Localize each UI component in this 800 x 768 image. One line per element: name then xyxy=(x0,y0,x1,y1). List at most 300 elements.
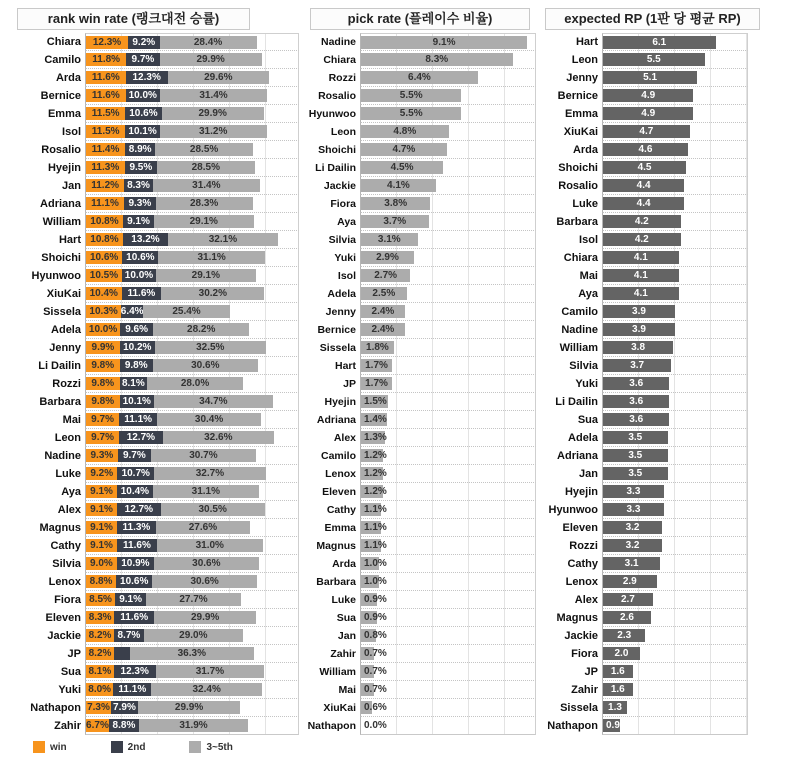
win-bar-segment xyxy=(86,323,120,336)
rp-bar xyxy=(603,629,645,642)
second-bar-segment xyxy=(117,521,156,534)
pick-rate-bar xyxy=(361,251,414,264)
value-label: 10.5% xyxy=(89,270,119,281)
value-label: 4.6 xyxy=(638,144,653,155)
bar-track xyxy=(360,33,536,51)
category-label: Shoichi xyxy=(41,252,81,264)
value-label: 5.5% xyxy=(399,108,423,119)
bar-track xyxy=(360,429,536,447)
bar-track xyxy=(85,105,299,123)
category-label: Shoichi xyxy=(558,162,598,174)
value-label: 27.7% xyxy=(179,594,208,605)
bar-row xyxy=(303,393,538,411)
bar-row xyxy=(303,609,538,627)
category-label: Nadine xyxy=(561,324,598,336)
value-label: 5.5% xyxy=(399,90,423,101)
value-label: 4.7 xyxy=(639,126,654,137)
bar-row xyxy=(538,627,800,645)
second-bar-segment xyxy=(122,251,158,264)
stacked-bar xyxy=(86,449,298,462)
value-label: 11.5% xyxy=(91,126,120,137)
win-bar-segment xyxy=(86,431,119,444)
pick-rate-bar xyxy=(361,575,387,588)
bar-track xyxy=(360,645,536,663)
win-bar-segment xyxy=(86,305,121,318)
bar-row xyxy=(303,105,538,123)
value-label: 9.2% xyxy=(132,37,156,48)
category-label: Adela xyxy=(327,288,356,300)
stacked-bar xyxy=(86,593,298,606)
category-label: Eleven xyxy=(45,612,81,624)
value-label: 12.3% xyxy=(120,666,149,677)
bar-row xyxy=(0,69,303,87)
bar-track xyxy=(85,357,299,375)
rp-bar xyxy=(603,539,662,552)
panel-title-pick-rate: pick rate (플레이수 비율) xyxy=(310,8,530,30)
category-label: William xyxy=(559,342,598,354)
bar-row xyxy=(0,141,303,159)
pick-rate-plot xyxy=(303,33,538,735)
category-label: Bernice xyxy=(557,90,598,102)
bar-row xyxy=(538,681,800,699)
value-label: 34.7% xyxy=(199,396,228,407)
category-label: Chiara xyxy=(46,36,81,48)
stacked-bar xyxy=(86,521,298,534)
bar-row xyxy=(303,177,538,195)
bar-row xyxy=(0,177,303,195)
second-bar-segment xyxy=(121,305,143,318)
win-bar-segment xyxy=(86,413,119,426)
rp-bar xyxy=(603,701,627,714)
top3-5-bar-segment xyxy=(156,269,256,282)
bar-track xyxy=(85,69,299,87)
second-bar-segment xyxy=(120,323,153,336)
bar-row xyxy=(303,429,538,447)
category-label: Fiora xyxy=(330,198,356,210)
value-label: 12.3% xyxy=(132,72,161,83)
value-label: 8.8% xyxy=(89,576,113,587)
value-label: 32.7% xyxy=(195,468,225,479)
second-bar-segment xyxy=(123,215,154,228)
value-label: 0.7% xyxy=(364,666,387,677)
bar-track xyxy=(85,573,299,591)
panel-title-expected-rp: expected RP (1판 당 평균 RP) xyxy=(545,8,760,30)
category-label: Jenny xyxy=(325,306,356,318)
rp-bar xyxy=(603,359,671,372)
win-bar-segment xyxy=(86,36,128,49)
bar-row xyxy=(303,627,538,645)
value-label: 7.9% xyxy=(113,702,136,713)
bar-row xyxy=(0,231,303,249)
category-label: Emma xyxy=(47,108,81,120)
category-label: Chiara xyxy=(323,54,356,66)
top3-5-bar-segment xyxy=(160,36,257,49)
bar-row xyxy=(538,591,800,609)
win-bar-segment xyxy=(86,539,117,552)
value-label: 30.7% xyxy=(189,450,218,461)
pick-rate-bar xyxy=(361,179,436,192)
bar-row xyxy=(303,501,538,519)
category-label: Nadine xyxy=(44,450,81,462)
bar-track xyxy=(360,591,536,609)
category-label: Leon xyxy=(571,54,598,66)
value-label: 31.1% xyxy=(191,486,220,497)
stacked-bar xyxy=(86,269,298,282)
top3-5-bar-segment xyxy=(153,359,258,372)
bar-row xyxy=(303,285,538,303)
category-label: Hart xyxy=(334,360,356,372)
stacked-bar xyxy=(86,701,298,714)
win-bar-segment xyxy=(86,287,122,300)
value-label: 2.4% xyxy=(371,324,395,335)
rp-bar xyxy=(603,431,668,444)
bar-row xyxy=(538,141,800,159)
category-label: Adriana xyxy=(557,450,598,462)
win-bar-segment xyxy=(86,71,126,84)
rp-bar xyxy=(603,179,684,192)
win-bar-segment xyxy=(86,179,124,192)
value-label: 1.7% xyxy=(365,378,388,389)
second-bar-segment xyxy=(117,557,154,570)
category-label: Aya xyxy=(61,486,81,498)
category-label: XiuKai xyxy=(323,702,356,714)
rp-bar xyxy=(603,287,679,300)
bar-row xyxy=(303,141,538,159)
win-bar-segment xyxy=(86,449,118,462)
value-label: 9.3% xyxy=(128,198,152,209)
category-label: Zahir xyxy=(571,684,598,696)
rp-bar xyxy=(603,251,679,264)
bar-track xyxy=(85,177,299,195)
bar-row xyxy=(0,501,303,519)
bar-track xyxy=(360,447,536,465)
bar-row xyxy=(538,231,800,249)
category-label: Jan xyxy=(579,468,598,480)
rp-bar xyxy=(603,593,653,606)
top3-5-bar-segment xyxy=(168,233,278,246)
bar-track xyxy=(85,159,299,177)
stacked-bar xyxy=(86,377,298,390)
stacked-bar xyxy=(86,719,298,732)
pick-rate-bar xyxy=(361,215,429,228)
value-label: 5.1 xyxy=(643,72,658,83)
pick-rate-bar xyxy=(361,197,430,210)
pick-rate-bar xyxy=(361,521,387,534)
category-label: Mai xyxy=(579,270,598,282)
second-bar-segment xyxy=(126,89,160,102)
bar-row xyxy=(538,699,800,717)
bar-row xyxy=(303,213,538,231)
bar-row xyxy=(303,519,538,537)
value-label: 2.5% xyxy=(372,288,396,299)
category-label: Sua xyxy=(577,414,598,426)
value-label: 3.6 xyxy=(629,414,644,425)
value-label: 4.1 xyxy=(633,288,648,299)
bar-track xyxy=(360,303,536,321)
value-label: 10.0% xyxy=(128,90,157,101)
win-bar-segment xyxy=(86,89,126,102)
second-bar-segment xyxy=(114,665,156,678)
category-label: Isol xyxy=(62,126,81,138)
bar-row xyxy=(538,177,800,195)
value-label: 3.5 xyxy=(628,432,643,443)
bar-track xyxy=(85,213,299,231)
bar-row xyxy=(0,87,303,105)
bar-row xyxy=(0,339,303,357)
bar-track xyxy=(602,267,748,285)
pick-rate-bar xyxy=(361,467,387,480)
bar-row xyxy=(0,195,303,213)
value-label: 30.6% xyxy=(190,576,219,587)
value-label: 4.2 xyxy=(634,216,649,227)
bar-track xyxy=(602,123,748,141)
stacked-bar xyxy=(86,683,298,696)
second-bar-segment xyxy=(124,197,156,210)
win-bar-segment xyxy=(86,485,117,498)
bar-row xyxy=(0,249,303,267)
category-label: XiuKai xyxy=(563,126,598,138)
bar-row xyxy=(0,483,303,501)
top3-5-bar-segment xyxy=(154,395,273,408)
category-label: Camilo xyxy=(44,54,81,66)
value-label: 28.5% xyxy=(191,162,220,173)
bar-row xyxy=(303,717,538,735)
category-label: Sissela xyxy=(560,702,598,714)
value-label: 9.8% xyxy=(91,360,115,371)
value-label: 25.4% xyxy=(172,306,201,317)
second-bar-segment xyxy=(120,395,155,408)
category-label: Hyejin xyxy=(324,396,356,408)
rp-bar xyxy=(603,53,705,66)
top3-5-bar-segment xyxy=(154,611,256,624)
pick-rate-bar xyxy=(361,539,387,552)
category-label: Magnus xyxy=(556,612,598,624)
bar-track xyxy=(360,717,536,735)
bar-row xyxy=(303,357,538,375)
category-label: Emma xyxy=(564,108,598,120)
second-bar-segment xyxy=(125,125,160,138)
bar-track xyxy=(85,303,299,321)
bar-track xyxy=(602,627,748,645)
stacked-bar xyxy=(86,359,298,372)
win-bar-segment xyxy=(86,107,125,120)
bar-row xyxy=(303,537,538,555)
stacked-bar xyxy=(86,503,298,516)
category-label: Magnus xyxy=(39,522,81,534)
value-label: 10.4% xyxy=(89,288,118,299)
category-label: Emma xyxy=(324,522,356,534)
bar-track xyxy=(360,375,536,393)
second-bar-segment xyxy=(124,179,152,192)
top3-5-bar-segment xyxy=(147,377,243,390)
value-label: 9.7% xyxy=(91,432,114,443)
value-label: 7.3% xyxy=(87,702,110,713)
stacked-bar xyxy=(86,323,298,336)
category-label: JP xyxy=(584,666,598,678)
legend-label: win xyxy=(50,741,67,753)
category-label: Magnus xyxy=(316,540,356,552)
bar-track xyxy=(602,87,748,105)
bar-track xyxy=(602,645,748,663)
bar-track xyxy=(602,141,748,159)
pick-rate-bar xyxy=(361,233,418,246)
bar-row xyxy=(0,663,303,681)
top3-5-bar-segment xyxy=(162,107,264,120)
value-label: 10.0% xyxy=(88,324,118,335)
bar-track xyxy=(602,555,748,573)
value-label: 11.6% xyxy=(91,90,120,101)
category-label: Hyunwoo xyxy=(548,504,598,516)
bar-row xyxy=(0,393,303,411)
bar-row xyxy=(303,483,538,501)
bar-track xyxy=(85,519,299,537)
value-label: 8.8% xyxy=(112,720,136,731)
value-label: 9.1% xyxy=(119,594,143,605)
bar-track xyxy=(85,465,299,483)
second-bar-segment xyxy=(118,449,151,462)
bar-track xyxy=(360,609,536,627)
value-label: 2.9 xyxy=(622,576,637,587)
bar-track xyxy=(602,609,748,627)
category-label: Eleven xyxy=(322,486,356,498)
value-label: 32.4% xyxy=(192,684,221,695)
value-label: 1.4% xyxy=(364,414,387,425)
legend-item-3-5th xyxy=(189,741,232,753)
stacked-bar xyxy=(86,53,298,66)
category-label: Rosalio xyxy=(41,144,81,156)
bar-row xyxy=(538,375,800,393)
win-bar-segment xyxy=(86,161,125,174)
bar-track xyxy=(360,285,536,303)
panel-title-rank-win-rate: rank win rate (랭크대전 승률) xyxy=(17,8,250,30)
top3-5-bar-segment xyxy=(144,629,243,642)
category-label: Chiara xyxy=(563,252,598,264)
second-bar-segment xyxy=(122,269,156,282)
top3-5-bar-segment xyxy=(157,539,263,552)
pick-rate-bar xyxy=(361,161,443,174)
bar-track xyxy=(85,249,299,267)
value-label: 9.3% xyxy=(90,450,114,461)
bar-row xyxy=(0,627,303,645)
category-label: Hyejin xyxy=(564,486,598,498)
bar-track xyxy=(360,105,536,123)
top3-5-bar-segment xyxy=(152,575,257,588)
value-label: 29.6% xyxy=(204,72,233,83)
second-bar-segment xyxy=(120,377,148,390)
win-bar-segment xyxy=(86,557,117,570)
second-bar-segment xyxy=(109,719,139,732)
top3-5-bar-segment xyxy=(160,125,267,138)
bar-track xyxy=(360,537,536,555)
rp-bar xyxy=(603,36,716,49)
bar-track xyxy=(360,573,536,591)
bar-track xyxy=(360,465,536,483)
bar-track xyxy=(85,123,299,141)
top3-5-bar-segment xyxy=(130,647,254,660)
bar-row xyxy=(0,681,303,699)
value-label: 4.4 xyxy=(636,198,651,209)
bar-track xyxy=(85,339,299,357)
rp-bar xyxy=(603,665,633,678)
value-label: 3.3 xyxy=(626,486,641,497)
bar-track xyxy=(85,285,299,303)
pick-rate-bar xyxy=(361,593,387,606)
bar-row xyxy=(303,33,538,51)
bar-row xyxy=(303,411,538,429)
value-label: 8.1% xyxy=(88,666,112,677)
category-label: Camilo xyxy=(561,306,598,318)
bar-row xyxy=(538,447,800,465)
pick-rate-bar xyxy=(361,611,387,624)
value-label: 8.9% xyxy=(128,144,152,155)
value-label: 9.8% xyxy=(91,378,115,389)
value-label: 9.6% xyxy=(125,324,148,335)
stacked-bar xyxy=(86,161,298,174)
category-label: Bernice xyxy=(40,90,81,102)
value-label: 9.1% xyxy=(90,504,113,515)
panel-expected-rp xyxy=(538,0,800,768)
rp-bar xyxy=(603,143,688,156)
category-label: Eleven xyxy=(562,522,598,534)
value-label: 1.2% xyxy=(364,450,387,461)
win-bar-segment xyxy=(86,341,120,354)
top3-5-bar-segment xyxy=(157,413,261,426)
win-bar-segment xyxy=(86,125,125,138)
bar-row xyxy=(538,105,800,123)
bar-row xyxy=(538,33,800,51)
value-label: 1.5% xyxy=(364,396,387,407)
rp-bar xyxy=(603,341,673,354)
stacked-bar xyxy=(86,647,298,660)
bar-track xyxy=(602,303,748,321)
value-label: 2.4% xyxy=(371,306,395,317)
pick-rate-bar xyxy=(361,413,387,426)
category-label: Lenox xyxy=(325,468,356,480)
second-bar-segment xyxy=(120,359,154,372)
stacked-bar xyxy=(86,485,298,498)
category-label: Nathapon xyxy=(307,720,356,732)
value-label: 3.7% xyxy=(383,216,407,227)
bar-row xyxy=(0,357,303,375)
bar-row xyxy=(538,609,800,627)
rp-bar xyxy=(603,89,693,102)
rp-bar xyxy=(603,323,675,336)
bar-track xyxy=(602,105,748,123)
value-label: 2.3 xyxy=(617,630,632,641)
legend xyxy=(33,741,303,753)
value-label: 4.5 xyxy=(637,162,652,173)
value-label: 8.3% xyxy=(88,612,112,623)
value-label: 31.0% xyxy=(195,540,224,551)
pick-rate-bar xyxy=(361,107,461,120)
value-label: 30.2% xyxy=(198,288,227,299)
category-label: Adela xyxy=(51,324,81,336)
top3-5-bar-segment xyxy=(151,449,256,462)
second-bar-segment xyxy=(128,36,159,49)
category-label: Hyunwoo xyxy=(31,270,81,282)
pick-rate-bar xyxy=(361,503,387,516)
value-label: 11.3% xyxy=(122,522,151,533)
value-label: 9.5% xyxy=(129,162,153,173)
second-bar-segment xyxy=(119,431,162,444)
bar-track xyxy=(85,267,299,285)
bar-row xyxy=(303,375,538,393)
win-bar-segment xyxy=(86,467,117,480)
bar-track xyxy=(360,483,536,501)
value-label: 8.5% xyxy=(89,594,112,605)
top3-5-bar-segment xyxy=(154,557,259,570)
value-label: 4.1 xyxy=(633,252,648,263)
